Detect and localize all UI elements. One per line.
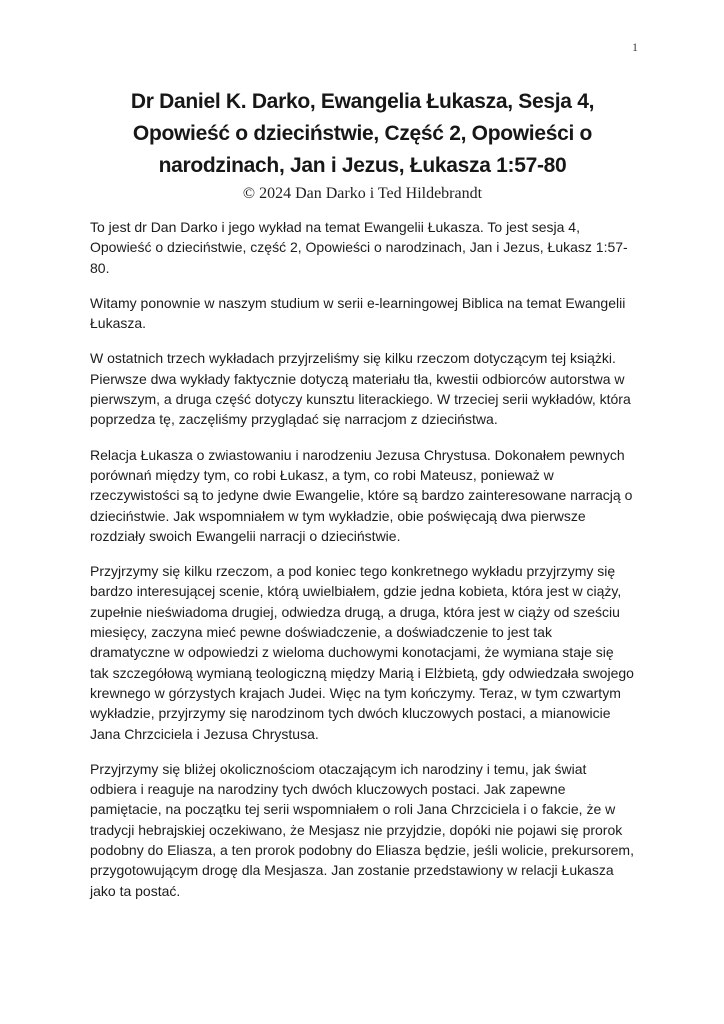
paragraph-6: Przyjrzymy się bliżej okolicznościom otaczającym ich narodziny i temu, jak świat odbiera i reaguje na narodziny tych dwóch kluczowych postaci. Jak zapewne pamiętacie, na początku tej serii wspomniałem o roli Jana Chrzciciela i o fakcie, że w tradycji hebrajskiej oczekiwano, że Mesjasz nie przyjdzie, dopóki nie pojawi się prorok podobny do Eliasza, a ten prorok podobny do Eliasza będzie, jeśli wolicie, prekursorem, przygotowującym drogę dla Mesjasza. Jan zostanie przedstawiony w relacji Łukasza jako ta postać. [90,760,634,899]
page-number: 1 [632,40,638,54]
paragraph-3: W ostatnich trzech wykładach przyjrzeliśmy się kilku rzeczom dotyczącym tej książki. Pierwsze dwa wykłady faktycznie dotyczą materiału tła, kwestii odbiorców autorstwa w pierwszym, a druga część dotyczy kunsztu literackiego. W trzeciej serii wykładów, która poprzedza tę, zaczęliśmy przyglądać się narracjom z dzieciństwa. [90,350,631,428]
paragraph-4: Relacja Łukasza o zwiastowaniu i narodzeniu Jezusa Chrystusa. Dokonałem pewnych porównań między tym, co robi Łukasz, a tym, co robi Mateusz, ponieważ w rzeczywistości są to jedyne dwie Ewangelie, które są bardzo zainteresowane narracją o dzieciństwie. Jak wspomniałem w tym wykładzie, obie poświęcają dwa pierwsze rozdziały swoich Ewangelii narracji o dzieciństwie. [90,446,633,544]
paragraph-1: To jest dr Dan Darko i jego wykład na temat Ewangelii Łukasza. To jest sesja 4, Opowieść o dzieciństwie, część 2, Opowieści o narodzinach, Jan i Jezus, Łukasz 1:57-80. [90,219,628,276]
document-title [90,86,635,182]
title-line-1: Dr Daniel K. Darko, Ewangelia Łukasza, Sesja 4, [130,90,595,113]
title-line-2: Opowieść o dzieciństwie, Część 2, Opowieści o [132,122,593,145]
paragraph-2: Witamy ponownie w naszym studium w serii e-learningowej Biblica na temat Ewangelii Łukasza. [90,294,626,332]
document-content [90,0,635,916]
title-line-3: narodzinach, Jan i Jezus, Łukasza 1:57-80 [158,154,567,177]
document-body [90,217,635,901]
copyright-line: © 2024 Dan Darko i Ted Hildebrandt [242,185,483,202]
paragraph-5: Przyjrzymy się kilku rzeczom, a pod koniec tego konkretnego wykładu przyjrzymy się bardzo interesującej scenie, którą uwielbiałem, gdzie jedna kobieta, która jest w ciąży, zupełnie nieświadoma drugiej, odwiedza drugą, a druga, która jest w ciąży od sześciu miesięcy, zaczyna mieć pewne doświadczenie, a doświadczenie to jest tak dramatyczne w odpowiedzi z wieloma duchowymi konotacjami, że wymiana staje się tak szczegółową wymianą teologiczną między Marią i Elżbietą, gdy odwiedzała swojego krewnego w górzystych krajach Judei. Więc na tym kończymy. Teraz, w tym czwartym wykładzie, przyjrzymy się narodzinom tych dwóch kluczowych postaci, a mianowicie Jana Chrzciciela i Jezusa Chrystusa. [90,563,634,742]
